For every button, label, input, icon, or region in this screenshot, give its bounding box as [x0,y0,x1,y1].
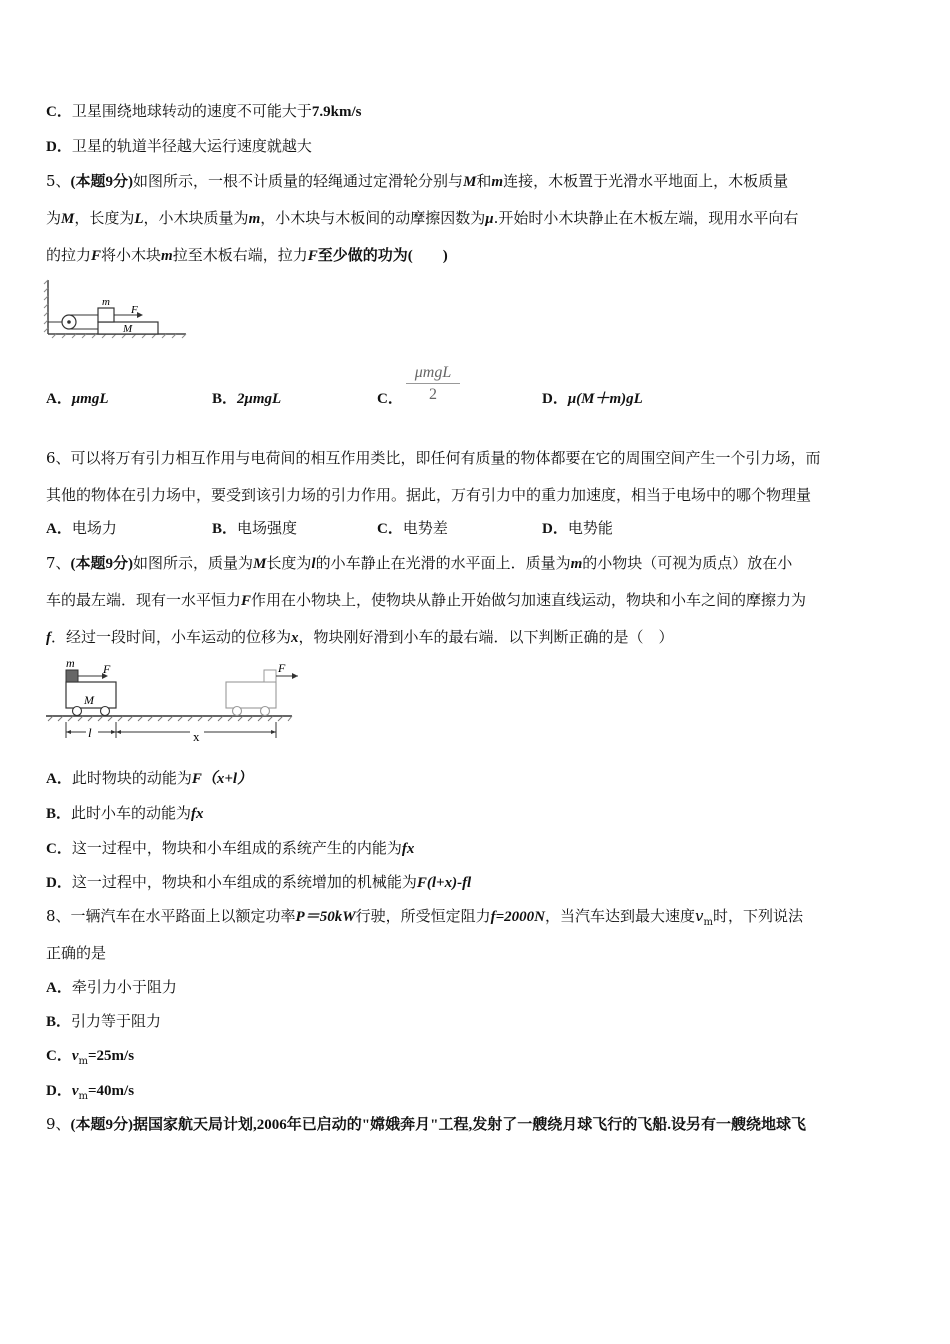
q5-option-a: A．μmgL [46,391,109,407]
q5-option-b: B．2μmgL [212,391,282,407]
svg-text:F: F [278,661,286,675]
q5-line-3: 的拉力F将小木块m拉至木板右端，拉力F至少做的功为( ) [46,246,448,264]
q8-line-2: 正确的是 [46,944,107,962]
q7-line-1: 7、(本题9分)如图所示，质量为M长度为l的小车静止在光滑的水平面上．质量为m的小物块（可视为质点）放在小 [46,554,793,572]
q5-option-c-fraction: μmgL 2 [406,363,460,406]
q6-option-a: A．电场力 [46,519,117,537]
q7-cart-diagram [42,656,298,748]
q5-line-2: 为M，长度为L，小木块质量为m，小木块与木板间的动摩擦因数为μ.开始时小木块静止在木板左端，现用水平向右 [46,209,799,227]
q6-line-2: 其他的物体在引力场中，要受到该引力场的引力作用。据此，万有引力中的重力加速度，相当于电场中的哪个物理量 [46,486,812,504]
q5-option-d: D．μ(M＋m)gL [542,391,643,407]
q8-line-1: 8、一辆汽车在水平路面上以额定功率P＝50kW行驶，所受恒定阻力f=2000N，当汽车达到最大速度$v_m$时，下列说法 [46,907,803,928]
block-m [98,308,114,322]
q5-pulley-diagram [42,276,192,342]
q7-option-a: A．此时物块的动能为F（x+l） [46,769,253,787]
svg-text:x: x [193,729,200,744]
svg-text:M: M [123,323,133,335]
q8-option-b: B．引力等于阻力 [46,1012,162,1030]
q5-option-c: C． [377,391,403,407]
q7-option-d: D．这一过程中，物块和小车组成的系统增加的机械能为F(l+x)-fl [46,873,472,891]
q6-option-d: D．电势能 [542,519,613,537]
q8-option-a: A．牵引力小于阻力 [46,978,177,996]
svg-text:F: F [103,662,111,676]
q7-option-b: B．此时小车的动能为fx [46,804,204,822]
block-initial [66,670,78,682]
q7-option-c: C．这一过程中，物块和小车组成的系统产生的内能为fx [46,839,415,857]
svg-text:F: F [131,304,138,316]
svg-text:l: l [88,725,92,740]
q6-option-c: C．电势差 [377,519,448,537]
q8-option-c: C．$v_m=25m/s$ [46,1048,135,1067]
block-final [264,670,276,682]
q4-option-d: D．卫星的轨道半径越大运行速度就越大 [46,137,312,155]
q5-line-1: 5、(本题9分)如图所示，一根不计质量的轻绳通过定滑轮分别与M和m连接，木板置于光滑水平地面上，木板质量 [46,172,789,190]
cart-final [226,682,276,708]
q9-line-1: 9、(本题9分)据国家航天局计划,2006年已启动的"嫦娥奔月"工程,发射了一艘绕月球飞行的飞船.设另有一艘绕地球飞 [46,1115,806,1133]
q7-line-2: 车的最左端．现有一水平恒力F作用在小物块上，使物块从静止开始做匀加速直线运动，物块和小车之间的摩擦力为 [46,591,807,609]
q4-option-c: C．卫星围绕地球转动的速度不可能大于7.9km/s [46,102,362,120]
svg-text:m: m [66,656,75,670]
q6-line-1: 6、可以将万有引力相互作用与电荷间的相互作用类比，即任何有质量的物体都要在它的周围空间产生一个引力场，而 [46,449,821,467]
svg-text:M: M [84,693,94,707]
q6-option-b: B．电场强度 [212,519,298,537]
q7-line-3: f．经过一段时间，小车运动的位移为x，物块刚好滑到小车的最右端．以下判断正确的是（ ） [46,628,674,646]
svg-text:m: m [102,296,110,308]
q8-option-d: D．$v_m=40m/s$ [46,1083,135,1102]
